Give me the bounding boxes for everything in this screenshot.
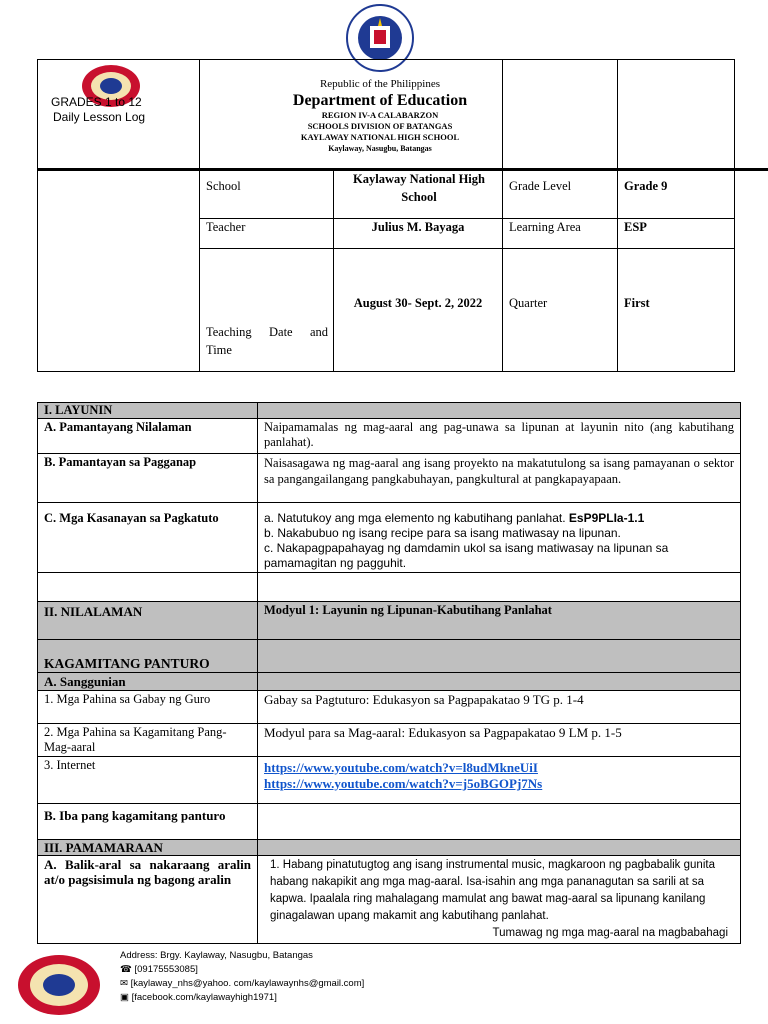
school-seal-footer-icon xyxy=(16,953,102,1017)
balik-text2: Tumawag ng mga mag-aaral na magbabahagi xyxy=(492,927,728,939)
s1-row xyxy=(38,691,741,724)
blank-right xyxy=(258,573,741,602)
grade-value: Grade 9 xyxy=(624,179,668,193)
area-label: Learning Area xyxy=(509,220,581,234)
youtube-link-1[interactable]: https://www.youtube.com/watch?v=l8udMkneUiI xyxy=(264,760,538,775)
sanggunian-blank xyxy=(258,673,741,691)
info-grade-label-cell xyxy=(502,169,618,219)
info-date-label-cell xyxy=(199,248,334,372)
footer-phone-line xyxy=(120,963,520,977)
c-code: EsP9PLIa-1.1 xyxy=(568,511,645,525)
area-value: ESP xyxy=(624,220,647,234)
school-value: Kaylaway National High School xyxy=(353,172,485,204)
a-label: A. Pamantayang Nilalaman xyxy=(38,419,258,454)
iba-label: B. Iba pang kagamitang panturo xyxy=(38,804,258,840)
s1-text: Gabay sa Pagtuturo: Edukasyon sa Pagpapakatao 9 TG p. 1-4 xyxy=(258,691,741,724)
s1-label: 1. Mga Pahina sa Gabay ng Guro xyxy=(38,691,258,724)
date-label: Teaching Date and Time xyxy=(206,325,328,357)
doc-title-line2: Daily Lesson Log xyxy=(53,110,146,124)
s2-label: 2. Mga Pahina sa Kagamitang Pang-Mag-aaral xyxy=(38,724,258,757)
kagamitan-blank xyxy=(258,640,741,673)
department-title: Department of Education xyxy=(292,92,468,109)
teacher-value: Julius M. Bayaga xyxy=(371,220,465,234)
date-value: August 30- Sept. 2, 2022 xyxy=(353,296,483,310)
iba-blank xyxy=(258,804,741,840)
pamamaraan-label: III. PAMAMARAAN xyxy=(38,840,258,856)
doc-title-line1: GRADES 1 to 12 xyxy=(51,95,142,109)
layunin-heading: I. LAYUNIN xyxy=(38,403,258,419)
blank-left xyxy=(38,573,258,602)
division-text: SCHOOLS DIVISION OF BATANGAS xyxy=(307,121,453,131)
b-text: Naisasagawa ng mag-aaral ang isang proyekto na makatutulong sa isang pamayanan o sektor sa pangangailangang pangkabuhayan, pangkultural at pangkapayapaan. xyxy=(258,454,741,503)
s2-text: Modyul para sa Mag-aaral: Edukasyon sa Pagpapakatao 9 LM p. 1-5 xyxy=(258,724,741,757)
footer-address: Address: Brgy. Kaylaway, Nasugbu, Batangas xyxy=(120,950,313,961)
info-grade-value-cell xyxy=(617,169,735,219)
header-right-cell-2 xyxy=(617,59,735,169)
c-cell xyxy=(258,503,741,573)
nilalaman-label: II. NILALAMAN xyxy=(38,602,258,640)
info-area-value-cell xyxy=(617,218,735,249)
sanggunian-label: A. Sanggunian xyxy=(38,673,258,691)
row-a xyxy=(38,419,741,454)
balik-text: 1. Habang pinatutugtog ang isang instrumental music, magkaroon ng pagbabalik gunita habang nakapikit ang mga mag-aaral. Isa-isahin ang mga pananagutan sa sarili at sa kapwa. Ipaalala ring mahalagang mamulat ang bawat mag-aaral sa lipunang kanilang ginagalawan upang makamit ang kabutihang panlahat. xyxy=(270,859,715,922)
info-quarter-value-cell xyxy=(617,248,735,372)
youtube-link-2[interactable]: https://www.youtube.com/watch?v=j5oBGOPj7Ns xyxy=(264,776,543,791)
info-date-value-cell xyxy=(333,248,503,372)
c-item-a: a. Natutukoy ang mga elemento ng kabutihang panlahat. xyxy=(264,511,566,525)
info-left-blank xyxy=(37,169,200,372)
kagamitan-label: KAGAMITANG PANTURO xyxy=(38,640,258,673)
school-name-text: KAYLAWAY NATIONAL HIGH SCHOOL xyxy=(300,132,460,142)
layunin-blank xyxy=(258,403,741,419)
row-c xyxy=(38,503,741,573)
nilalaman-row xyxy=(38,602,741,640)
phone-icon: ☎ xyxy=(120,964,132,975)
region-text: REGION IV-A CALABARZON xyxy=(321,110,439,120)
s2-row xyxy=(38,724,741,757)
footer-phone: [09175553085] xyxy=(134,964,198,975)
address-text: Kaylaway, Nasugbu, Batangas xyxy=(328,144,432,153)
row-b xyxy=(38,454,741,503)
s3-links xyxy=(258,757,741,804)
school-label: School xyxy=(206,179,241,193)
info-school-label-cell xyxy=(199,169,334,219)
footer-facebook: [facebook.com/kaylawayhigh1971] xyxy=(131,992,277,1003)
info-quarter-label-cell xyxy=(502,248,618,372)
balik-label: A. Balik-aral sa nakaraang aralin at/o pagsisimula ng bagong aralin xyxy=(38,856,258,944)
footer-contact xyxy=(120,949,520,1005)
info-teacher-value-cell xyxy=(333,218,503,249)
kagamitan-row xyxy=(38,640,741,673)
pamamaraan-row xyxy=(38,840,741,856)
balik-cell xyxy=(258,856,741,944)
c-item-b: b. Nakabubuo ng isang recipe para sa isang matiwasay na lipunan. xyxy=(264,526,621,540)
grade-label: Grade Level xyxy=(509,179,572,193)
doc-title xyxy=(50,95,180,125)
lesson-table xyxy=(37,402,741,944)
s3-row xyxy=(38,757,741,804)
header-block xyxy=(220,77,540,154)
layunin-row xyxy=(38,403,741,419)
footer-email-line xyxy=(120,977,520,991)
info-area-label-cell xyxy=(502,218,618,249)
quarter-label: Quarter xyxy=(509,296,548,310)
balik-row xyxy=(38,856,741,944)
info-teacher-label-cell xyxy=(199,218,334,249)
a-text: Naipamamalas ng mag-aaral ang pag-unawa sa lipunan at layunin nito (ang kabutihang panlahat). xyxy=(258,419,741,454)
c-label: C. Mga Kasanayan sa Pagkatuto xyxy=(38,503,258,573)
teacher-label: Teacher xyxy=(206,220,246,234)
info-school-value-cell xyxy=(333,169,503,219)
computer-icon: ▣ xyxy=(120,992,129,1003)
republic-text: Republic of the Philippines xyxy=(319,78,441,90)
iba-row xyxy=(38,804,741,840)
sanggunian-row xyxy=(38,673,741,691)
footer-email: [kaylaway_nhs@yahoo. com/kaylawaynhs@gmail.com] xyxy=(130,978,365,989)
b-label: B. Pamantayan sa Pagganap xyxy=(38,454,258,503)
mail-icon: ✉ xyxy=(120,978,128,989)
quarter-value: First xyxy=(624,296,650,310)
s3-label: 3. Internet xyxy=(38,757,258,804)
blank-row xyxy=(38,573,741,602)
footer-facebook-line xyxy=(120,991,520,1005)
nilalaman-text: Modyul 1: Layunin ng Lipunan-Kabutihang Panlahat xyxy=(258,602,741,640)
c-item-c: c. Nakapagpapahayag ng damdamin ukol sa isang matiwasay na lipunan sa pamamagitan ng pagguhit. xyxy=(264,541,669,570)
pamamaraan-blank xyxy=(258,840,741,856)
